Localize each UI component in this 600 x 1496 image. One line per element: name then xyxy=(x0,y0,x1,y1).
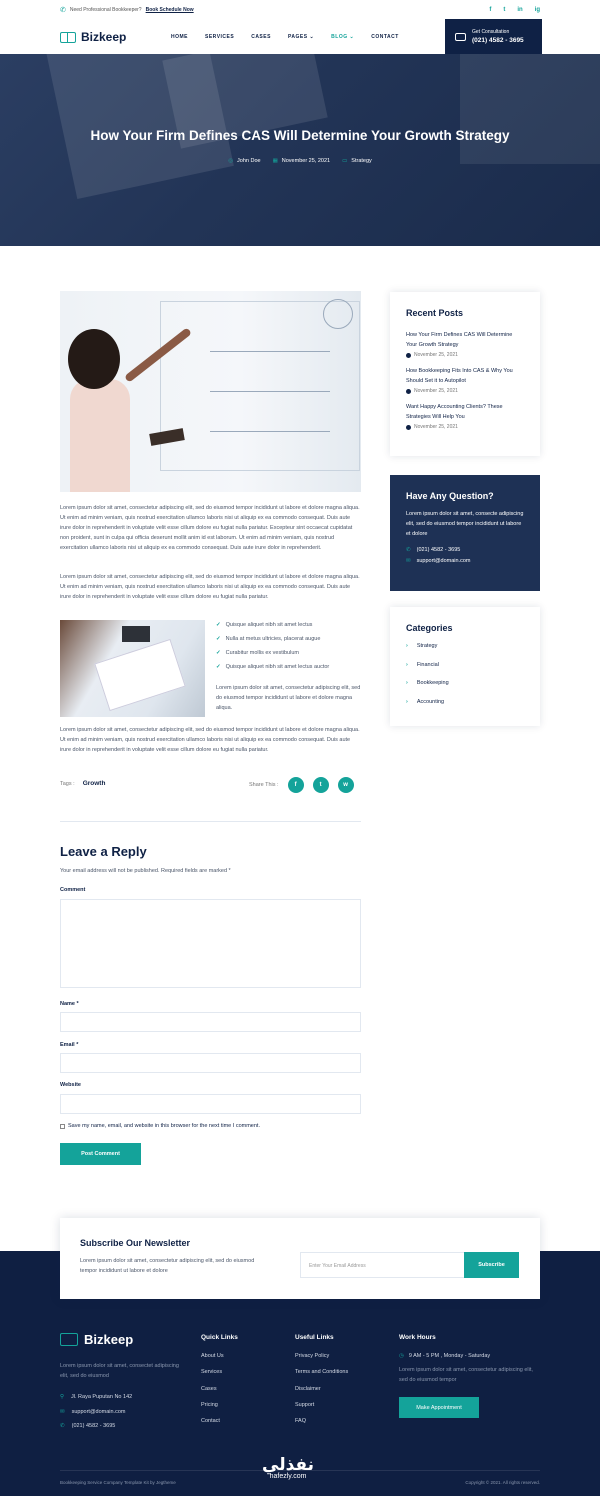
footer-logo[interactable] xyxy=(60,1332,133,1347)
footer-link[interactable]: Contact xyxy=(201,1418,220,1425)
featured-image xyxy=(60,291,361,492)
question-phone-text: (021) 4582 - 3695 xyxy=(416,547,461,553)
check-icon: ✓ xyxy=(216,636,221,642)
person-hair xyxy=(68,329,120,389)
email-label: Email * xyxy=(60,1042,79,1048)
website-label: Website xyxy=(60,1082,81,1088)
save-info-checkbox[interactable] xyxy=(60,1124,65,1129)
chevron-right-icon: › xyxy=(406,698,408,705)
recent-post-date-text: November 25, 2021 xyxy=(414,388,458,394)
question-email-text: support@domain.com xyxy=(416,558,471,564)
watermark-url: nafezly.com xyxy=(269,1473,307,1480)
post-date xyxy=(273,158,331,164)
recent-posts-widget xyxy=(390,292,540,456)
hero-bg-keyboard xyxy=(460,54,600,164)
name-field[interactable] xyxy=(60,1012,361,1032)
share-whatsapp-icon[interactable]: w xyxy=(338,777,354,793)
footer-phone-text: (021) 4582 - 3695 xyxy=(71,1423,116,1429)
nav-blog[interactable] xyxy=(331,34,354,40)
top-bar-question: Need Professional Bookkeeper? xyxy=(69,7,142,13)
work-hours-title: Work Hours xyxy=(399,1334,436,1341)
work-hours-row xyxy=(399,1353,534,1359)
book-icon xyxy=(60,32,76,43)
nav-blog-label: BLOG xyxy=(331,34,348,40)
post-meta xyxy=(0,158,600,164)
check-text: Nulla at metus ultricies, placerat augue xyxy=(225,636,321,642)
chart-line xyxy=(210,391,330,392)
top-bar xyxy=(0,0,600,20)
clock-icon: ◷ xyxy=(399,1353,404,1359)
chevron-right-icon: › xyxy=(406,643,408,649)
post-tags xyxy=(60,780,105,787)
newsletter-box xyxy=(60,1218,540,1299)
mail-icon: ✉ xyxy=(60,1408,65,1415)
email-field[interactable] xyxy=(60,1053,361,1073)
list-item xyxy=(216,650,329,664)
phone-icon: ✆ xyxy=(406,547,411,553)
logo-text: Bizkeep xyxy=(81,30,127,44)
post-category-text: Strategy xyxy=(351,158,372,164)
tag-growth[interactable]: Growth xyxy=(82,780,106,787)
page-title: How Your Firm Defines CAS Will Determine Your Growth Strategy xyxy=(90,128,510,143)
chevron-right-icon: › xyxy=(406,680,408,686)
nav-contact[interactable]: CONTACT xyxy=(371,34,399,40)
tags-label: Tags : xyxy=(60,781,75,787)
check-text: Curabitur mollis ex vestibulum xyxy=(225,650,299,656)
list-item xyxy=(216,664,329,678)
category-item[interactable] xyxy=(406,662,524,681)
footer-link[interactable]: Terms and Conditions xyxy=(295,1369,349,1376)
book-schedule-link[interactable]: Book Schedule Now xyxy=(145,7,194,13)
subscribe-button[interactable]: Subscribe xyxy=(464,1252,519,1278)
question-widget xyxy=(390,475,540,591)
name-label: Name * xyxy=(60,1001,79,1007)
main-nav xyxy=(0,20,600,54)
post-author[interactable] xyxy=(228,158,260,164)
chevron-right-icon: › xyxy=(406,661,408,668)
clock-icon xyxy=(406,425,411,430)
check-text: Quisque aliquet nibh sit amet lectus auctor xyxy=(225,664,330,670)
quick-links-title: Quick Links xyxy=(201,1334,238,1341)
categories-title: Categories xyxy=(406,623,453,633)
question-phone[interactable] xyxy=(406,547,524,553)
check-list xyxy=(216,622,329,678)
footer-description: Lorem ipsum dolor sit amet, consectet adipiscing elit, sed do eiusmod xyxy=(60,1363,179,1379)
category-item[interactable] xyxy=(406,699,524,718)
footer-link[interactable]: Disclaimer xyxy=(295,1385,321,1392)
recent-post-date xyxy=(406,352,524,358)
question-email[interactable] xyxy=(406,558,524,564)
newsletter-email-input[interactable]: Enter Your Email Address xyxy=(300,1252,465,1278)
report-sheet xyxy=(94,639,186,711)
social-links xyxy=(489,7,540,13)
check-icon: ✓ xyxy=(216,650,221,656)
top-bar-left xyxy=(60,6,194,14)
list-item xyxy=(216,622,329,636)
share-facebook-icon[interactable]: f xyxy=(288,777,304,793)
category-label: Bookkeeping xyxy=(416,680,449,686)
work-hours xyxy=(399,1334,534,1418)
check-icon: ✓ xyxy=(216,664,221,670)
facebook-icon[interactable]: f xyxy=(489,7,492,13)
newsletter-title: Subscribe Our Newsletter xyxy=(80,1238,191,1248)
instagram-icon[interactable]: ig xyxy=(534,7,540,13)
category-item[interactable] xyxy=(406,643,524,662)
recent-post-title[interactable]: How Bookkeeping Fits Into CAS & Why You Should Set it to Autopilot xyxy=(406,368,513,384)
page-hero xyxy=(0,54,600,246)
twitter-icon[interactable]: t xyxy=(503,7,506,13)
book-icon xyxy=(60,1333,78,1346)
nav-home[interactable]: HOME xyxy=(171,34,188,40)
footer-link[interactable]: Cases xyxy=(201,1385,217,1392)
question-title: Have Any Question? xyxy=(406,491,494,501)
recent-post-date-text: November 25, 2021 xyxy=(414,424,458,430)
footer-link[interactable]: Support xyxy=(295,1401,315,1408)
share-links xyxy=(249,777,354,793)
footer-email[interactable] xyxy=(60,1409,132,1424)
recent-post-date xyxy=(406,424,524,430)
newsletter-text: Lorem ipsum dolor sit amet, consectetur adipiscing elit, sed do eiusmod tempor incididunt ut labore et dolore xyxy=(80,1258,255,1274)
useful-links xyxy=(295,1334,348,1434)
chart-line xyxy=(210,431,330,432)
nav-cases[interactable]: CASES xyxy=(251,34,271,40)
category-label: Financial xyxy=(416,661,439,668)
question-text: Lorem ipsum dolor sit amet, consecte adipiscing elit, sed do eiusmod tempor incididunt ut labore et dolore xyxy=(406,511,524,537)
inline-paragraph: Lorem ipsum dolor sit amet, consectetur adipiscing elit, sed do eiusmod tempor incididunt ut labore et dolore magna aliqua. xyxy=(216,685,361,711)
footer-link[interactable]: Privacy Policy xyxy=(295,1353,330,1359)
category-label: Strategy xyxy=(416,643,438,649)
chart-line xyxy=(210,351,330,352)
pie-chart-drawing xyxy=(323,299,353,329)
reply-title: Leave a Reply xyxy=(60,844,147,859)
nav-services[interactable]: SERVICES xyxy=(205,34,235,40)
save-info-checkbox-row xyxy=(60,1123,260,1129)
footer-contact xyxy=(60,1394,132,1438)
article-paragraph-1: Lorem ipsum dolor sit amet, consectetur adipiscing elit, sed do eiusmod tempor incididunt ut labore et dolore magna aliqua. Ut enim ad minim veniam, quis nostrud exercitation ullamco laboris nisi ut aliquip ex ea commodo consequat. Duis aute irure dolor in reprehenderit in voluptate velit esse cillum dolore eu fugiat nulla pariatur. Excepteur sint occaecat cupidatat non proident, sunt in culpa qui officia deserunt mollit anim id est laborum. Ut enim ad minim veniam, quis nostrud exercitation ullamco laboris nisi ut aliquip ex ea commodo consequat. Duis aute irure dolor in reprehenderit. xyxy=(60,505,360,551)
footer-credit: Bookkeeping Service Company Template Kit by Jegtheme xyxy=(60,1480,176,1485)
clock-icon xyxy=(406,389,411,394)
comment-label: Comment xyxy=(60,887,86,893)
post-category[interactable] xyxy=(342,158,372,164)
footer-email-text: support@domain.com xyxy=(71,1408,126,1415)
check-icon: ✓ xyxy=(216,622,221,628)
calculator xyxy=(122,626,150,642)
list-item xyxy=(216,636,329,650)
watermark-arabic: نفذلي xyxy=(262,1455,315,1475)
chevron-down-icon: ⌄ xyxy=(349,34,355,40)
recent-post[interactable] xyxy=(406,330,524,358)
work-hours-text: 9 AM - 5 PM , Monday - Saturday xyxy=(408,1353,491,1359)
logo[interactable] xyxy=(60,30,171,44)
make-appointment-button[interactable]: Make Appointment xyxy=(399,1397,479,1418)
categories-list xyxy=(406,643,524,717)
divider xyxy=(60,821,361,822)
linkedin-icon[interactable]: in xyxy=(517,7,523,13)
footer-logo-text: Bizkeep xyxy=(84,1332,134,1347)
location-pin-icon: ⚲ xyxy=(60,1394,65,1400)
user-icon: ◎ xyxy=(228,158,234,164)
recent-post[interactable] xyxy=(406,366,524,394)
recent-post-date xyxy=(406,388,524,394)
reply-note: Your email address will not be published. Required fields are marked * xyxy=(60,868,231,874)
recent-post-date-text: November 25, 2021 xyxy=(414,352,458,358)
chevron-down-icon: ⌄ xyxy=(309,34,315,40)
quick-links xyxy=(201,1334,238,1434)
save-info-label: Save my name, email, and website in this browser for the next time I comment. xyxy=(68,1123,260,1129)
check-text: Quisque aliquet nibh sit amet lectus xyxy=(225,622,313,628)
calendar-icon: ▦ xyxy=(272,158,278,164)
chat-icon xyxy=(455,33,466,41)
consultation-phone: (021) 4582 - 3695 xyxy=(472,37,524,44)
recent-post-title[interactable]: How Your Firm Defines CAS Will Determine Your Growth Strategy xyxy=(406,332,513,348)
share-label: Share This : xyxy=(249,782,279,788)
clock-icon xyxy=(406,353,411,358)
recent-post[interactable] xyxy=(406,402,524,430)
post-date-text: November 25, 2021 xyxy=(281,158,331,164)
footer-link[interactable]: Services xyxy=(201,1369,223,1376)
footer-address xyxy=(60,1394,132,1409)
nav-menu xyxy=(171,34,399,40)
phone-icon: ✆ xyxy=(60,7,66,14)
categories-widget xyxy=(390,607,540,726)
share-twitter-icon[interactable]: t xyxy=(313,777,329,793)
post-author-name: John Doe xyxy=(237,158,261,164)
nav-pages-label: PAGES xyxy=(287,34,308,40)
phone-icon: ✆ xyxy=(60,1423,65,1429)
recent-posts-title: Recent Posts xyxy=(406,308,464,318)
category-item[interactable] xyxy=(406,680,524,699)
footer-phone[interactable] xyxy=(60,1423,132,1438)
consultation-button[interactable] xyxy=(445,19,542,54)
footer-address-text: Jl. Raya Puputan No 142 xyxy=(71,1394,133,1400)
watermark xyxy=(262,1455,314,1480)
inline-image xyxy=(60,620,205,717)
nav-pages[interactable] xyxy=(288,34,314,40)
consultation-label: Get Consultation xyxy=(472,29,510,35)
person-body xyxy=(70,379,130,492)
useful-links-title: Useful Links xyxy=(295,1334,334,1341)
recent-post-title[interactable]: Want Happy Accounting Clients? These Strategies Will Help You xyxy=(406,404,503,420)
work-hours-description: Lorem ipsum dolor sit amet, consectetur adipiscing elit, sed do eiusmod tempor xyxy=(399,1367,533,1383)
mail-icon: ✉ xyxy=(406,558,411,564)
footer-link[interactable]: About Us xyxy=(201,1353,224,1359)
article-paragraph-2: Lorem ipsum dolor sit amet, consectetur adipiscing elit, sed do eiusmod tempor incididunt ut labore et dolore magna aliqua. Ut enim ad minim veniam, quis nostrud exercitation ullamco laboris nisi ut aliquip ex ea commodo consequat. Duis aute irure dolor in reprehenderit in voluptate velit esse cillum dolore eu fugiat nulla pariatur. xyxy=(60,574,360,600)
article-paragraph-3: Lorem ipsum dolor sit amet, consectetur adipiscing elit, sed do eiusmod tempor incididunt ut labore et dolore magna aliqua. Ut enim ad minim veniam, quis nostrud exercitation ullamco laboris nisi ut aliquip ex ea commodo consequat. Duis aute irure dolor in reprehenderit in voluptate velit esse cillum dolore eu fugiat nulla pariatur. xyxy=(60,727,360,753)
footer-link[interactable]: Pricing xyxy=(201,1401,218,1408)
website-field[interactable] xyxy=(60,1094,361,1114)
comment-textarea[interactable] xyxy=(60,899,361,988)
category-label: Accounting xyxy=(416,698,445,705)
post-comment-button[interactable]: Post Comment xyxy=(60,1143,141,1165)
footer-link[interactable]: FAQ xyxy=(295,1418,307,1425)
footer-copyright: Copyright © 2021. All rights reserved. xyxy=(465,1480,540,1485)
folder-icon: ▭ xyxy=(342,158,348,164)
